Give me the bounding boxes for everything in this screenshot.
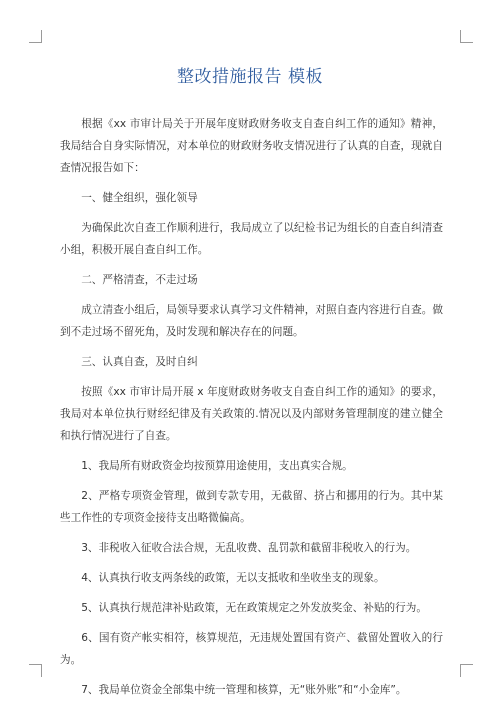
section-heading-1: 一、健全组织，强化领导: [81, 192, 198, 204]
list-item-7: 7、我局单位资金全部集中统一管理和核算，无“账外账”和“小金库”。: [81, 684, 407, 696]
intro-paragraph: 根据《xx 市审计局关于开展年度财政财务收支自查自纠工作的通知》精神，我局结合自身实际情况，对本单位的财政财务收支情况进行了认真的自查，现就自查情况报告如下：: [60, 118, 443, 174]
list-item-2: 2、严格专项资金管理，做到专款专用，无截留、挤占和挪用的行为。其中某些工作性的专项资金接待支出略微偏高。: [60, 490, 443, 524]
document-title: 整改措施报告 模板: [177, 67, 323, 87]
crop-mark-bottom-left: [29, 664, 42, 677]
crop-mark-top-left: [29, 30, 42, 43]
crop-mark-bottom-right: [460, 664, 473, 677]
list-item-5: 5、认真执行规范津补贴政策，无在政策规定之外发放奖金、补贴的行为。: [81, 602, 427, 614]
section-paragraph-3: 按照《xx 市审计局开展 x 年度财政财务收支自查自纠工作的通知》的要求，我局对本单位执行财经纪律及有关政策的.情况以及内部财务管理制度的建立健全和执行情况进行了自查。: [60, 386, 443, 442]
section-heading-2: 二、严格清查，不走过场: [81, 274, 198, 286]
section-paragraph-1: 为确保此次自查工作顺利进行，我局成立了以纪检书记为组长的自查自纠清查小组，积极开展自查自纠工作。: [60, 222, 443, 256]
list-item-6: 6、国有资产帐实相符，核算规范，无违规处置国有资产、截留处置收入的行为。: [60, 632, 443, 666]
crop-mark-top-right: [460, 30, 473, 43]
list-item-4: 4、认真执行收支两条线的政策，无以支抵收和坐收坐支的现象。: [81, 572, 385, 584]
document-body: [60, 113, 443, 709]
section-paragraph-2: 成立清查小组后，局领导要求认真学习文件精神，对照自查内容进行自查。做到不走过场不留死角，及时发现和解决存在的问题。: [60, 304, 443, 338]
list-item-3: 3、非税收入征收合法合规，无乱收费、乱罚款和截留非税收入的行为。: [81, 542, 417, 554]
list-item-1: 1、我局所有财政资金均按预算用途使用，支出真实合规。: [81, 460, 353, 472]
section-heading-3: 三、认真自查，及时自纠: [81, 356, 198, 368]
